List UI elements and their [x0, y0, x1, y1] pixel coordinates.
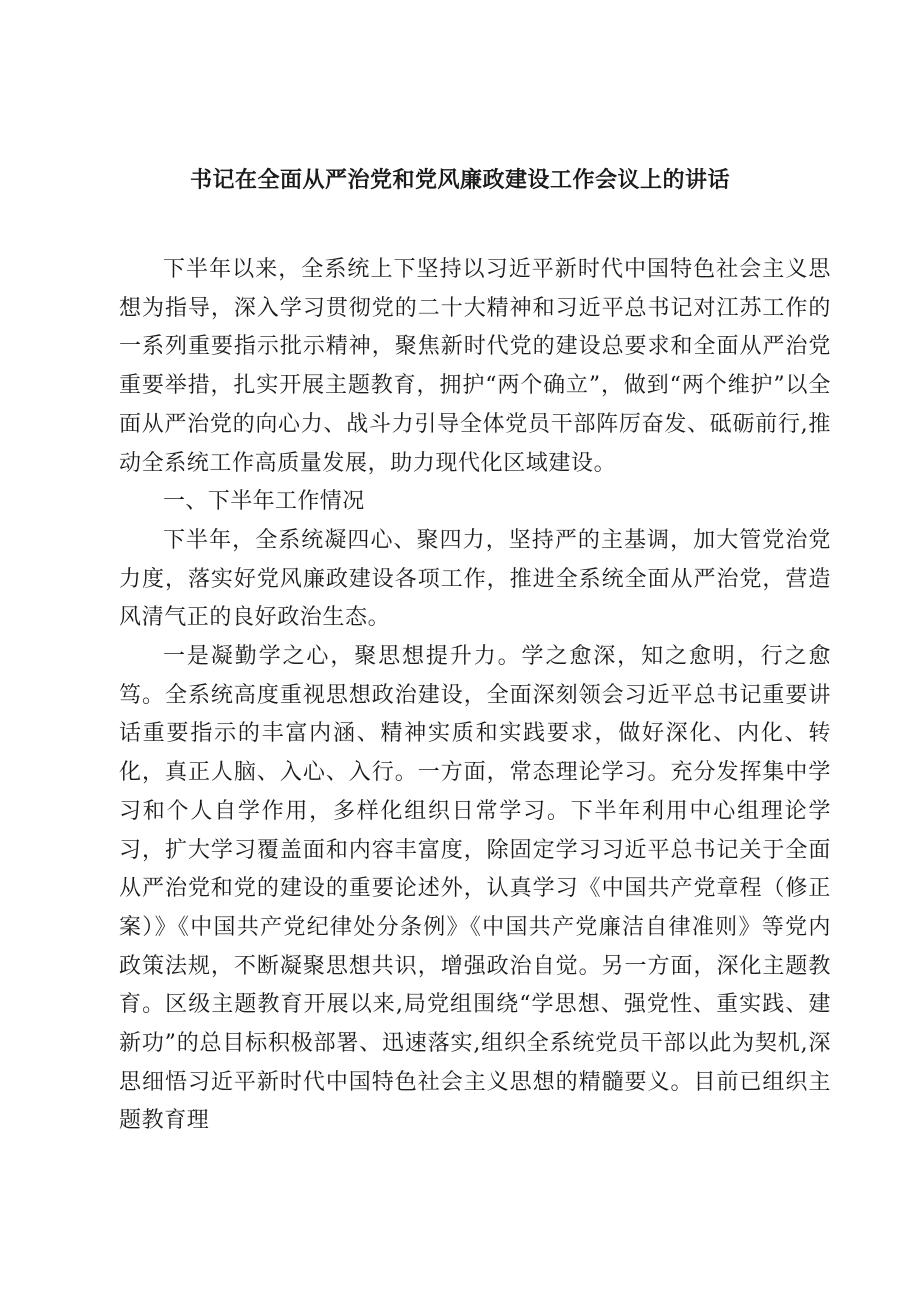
section-summary-paragraph: 下半年，全系统凝四心、聚四力，坚持严的主基调，加大管党治党力度，落实好党风廉政建设各项工作，推进全系统全面从严治党，营造风清气正的良好政治生态。 — [119, 527, 831, 631]
document-title: 书记在全面从严治党和党风廉政建设工作会议上的讲话 — [189, 168, 730, 193]
document-body — [119, 251, 831, 1141]
point-one-paragraph: 一是凝勤学之心，聚思想提升力。学之愈深，知之愈明，行之愈笃。全系统高度重视思想政治建设，全面深刻领会习近平总书记重要讲话重要指示的丰富内涵、精神实质和实践要求，做好深化、内化、转化，真正人脑、入心、入行。一方面，常态理论学习。充分发挥集中学习和个人自学作用，多样化组织日常学习。下半年利用中心组理论学习，扩大学习覆盖面和内容丰富度，除固定学习习近平总书记关于全面从严治党和党的建设的重要论述外，认真学习《中国共产党章程（修正案）》《中国共产党纪律处分条例》《中国共产党廉洁自律准则》等党内政策法规，不断凝聚思想共识，增强政治自觉。另一方面，深化主题教育。区级主题教育开展以来,局党组围绕“学思想、强党性、重实践、建新功”的总目标积极部署、迅速落实,组织全系统党员干部以此为契机,深思细悟习近平新时代中国特色社会主义思想的精髓要义。目前已组织主题教育理 — [119, 644, 831, 1134]
section-heading: 一、下半年工作情况 — [163, 489, 365, 515]
intro-paragraph: 下半年以来，全系统上下坚持以习近平新时代中国特色社会主义思想为指导，深入学习贯彻党的二十大精神和习近平总书记对江苏工作的一系列重要指示批示精神，聚焦新时代党的建设总要求和全面从严治党重要举措，扎实开展主题教育，拥护“两个确立”，做到“两个维护”以全面从严治党的向心力、战斗力引导全体党员干部阵厉奋发、砥砺前行,推动全系统工作高质量发展，助力现代化区域建设。 — [119, 257, 831, 476]
